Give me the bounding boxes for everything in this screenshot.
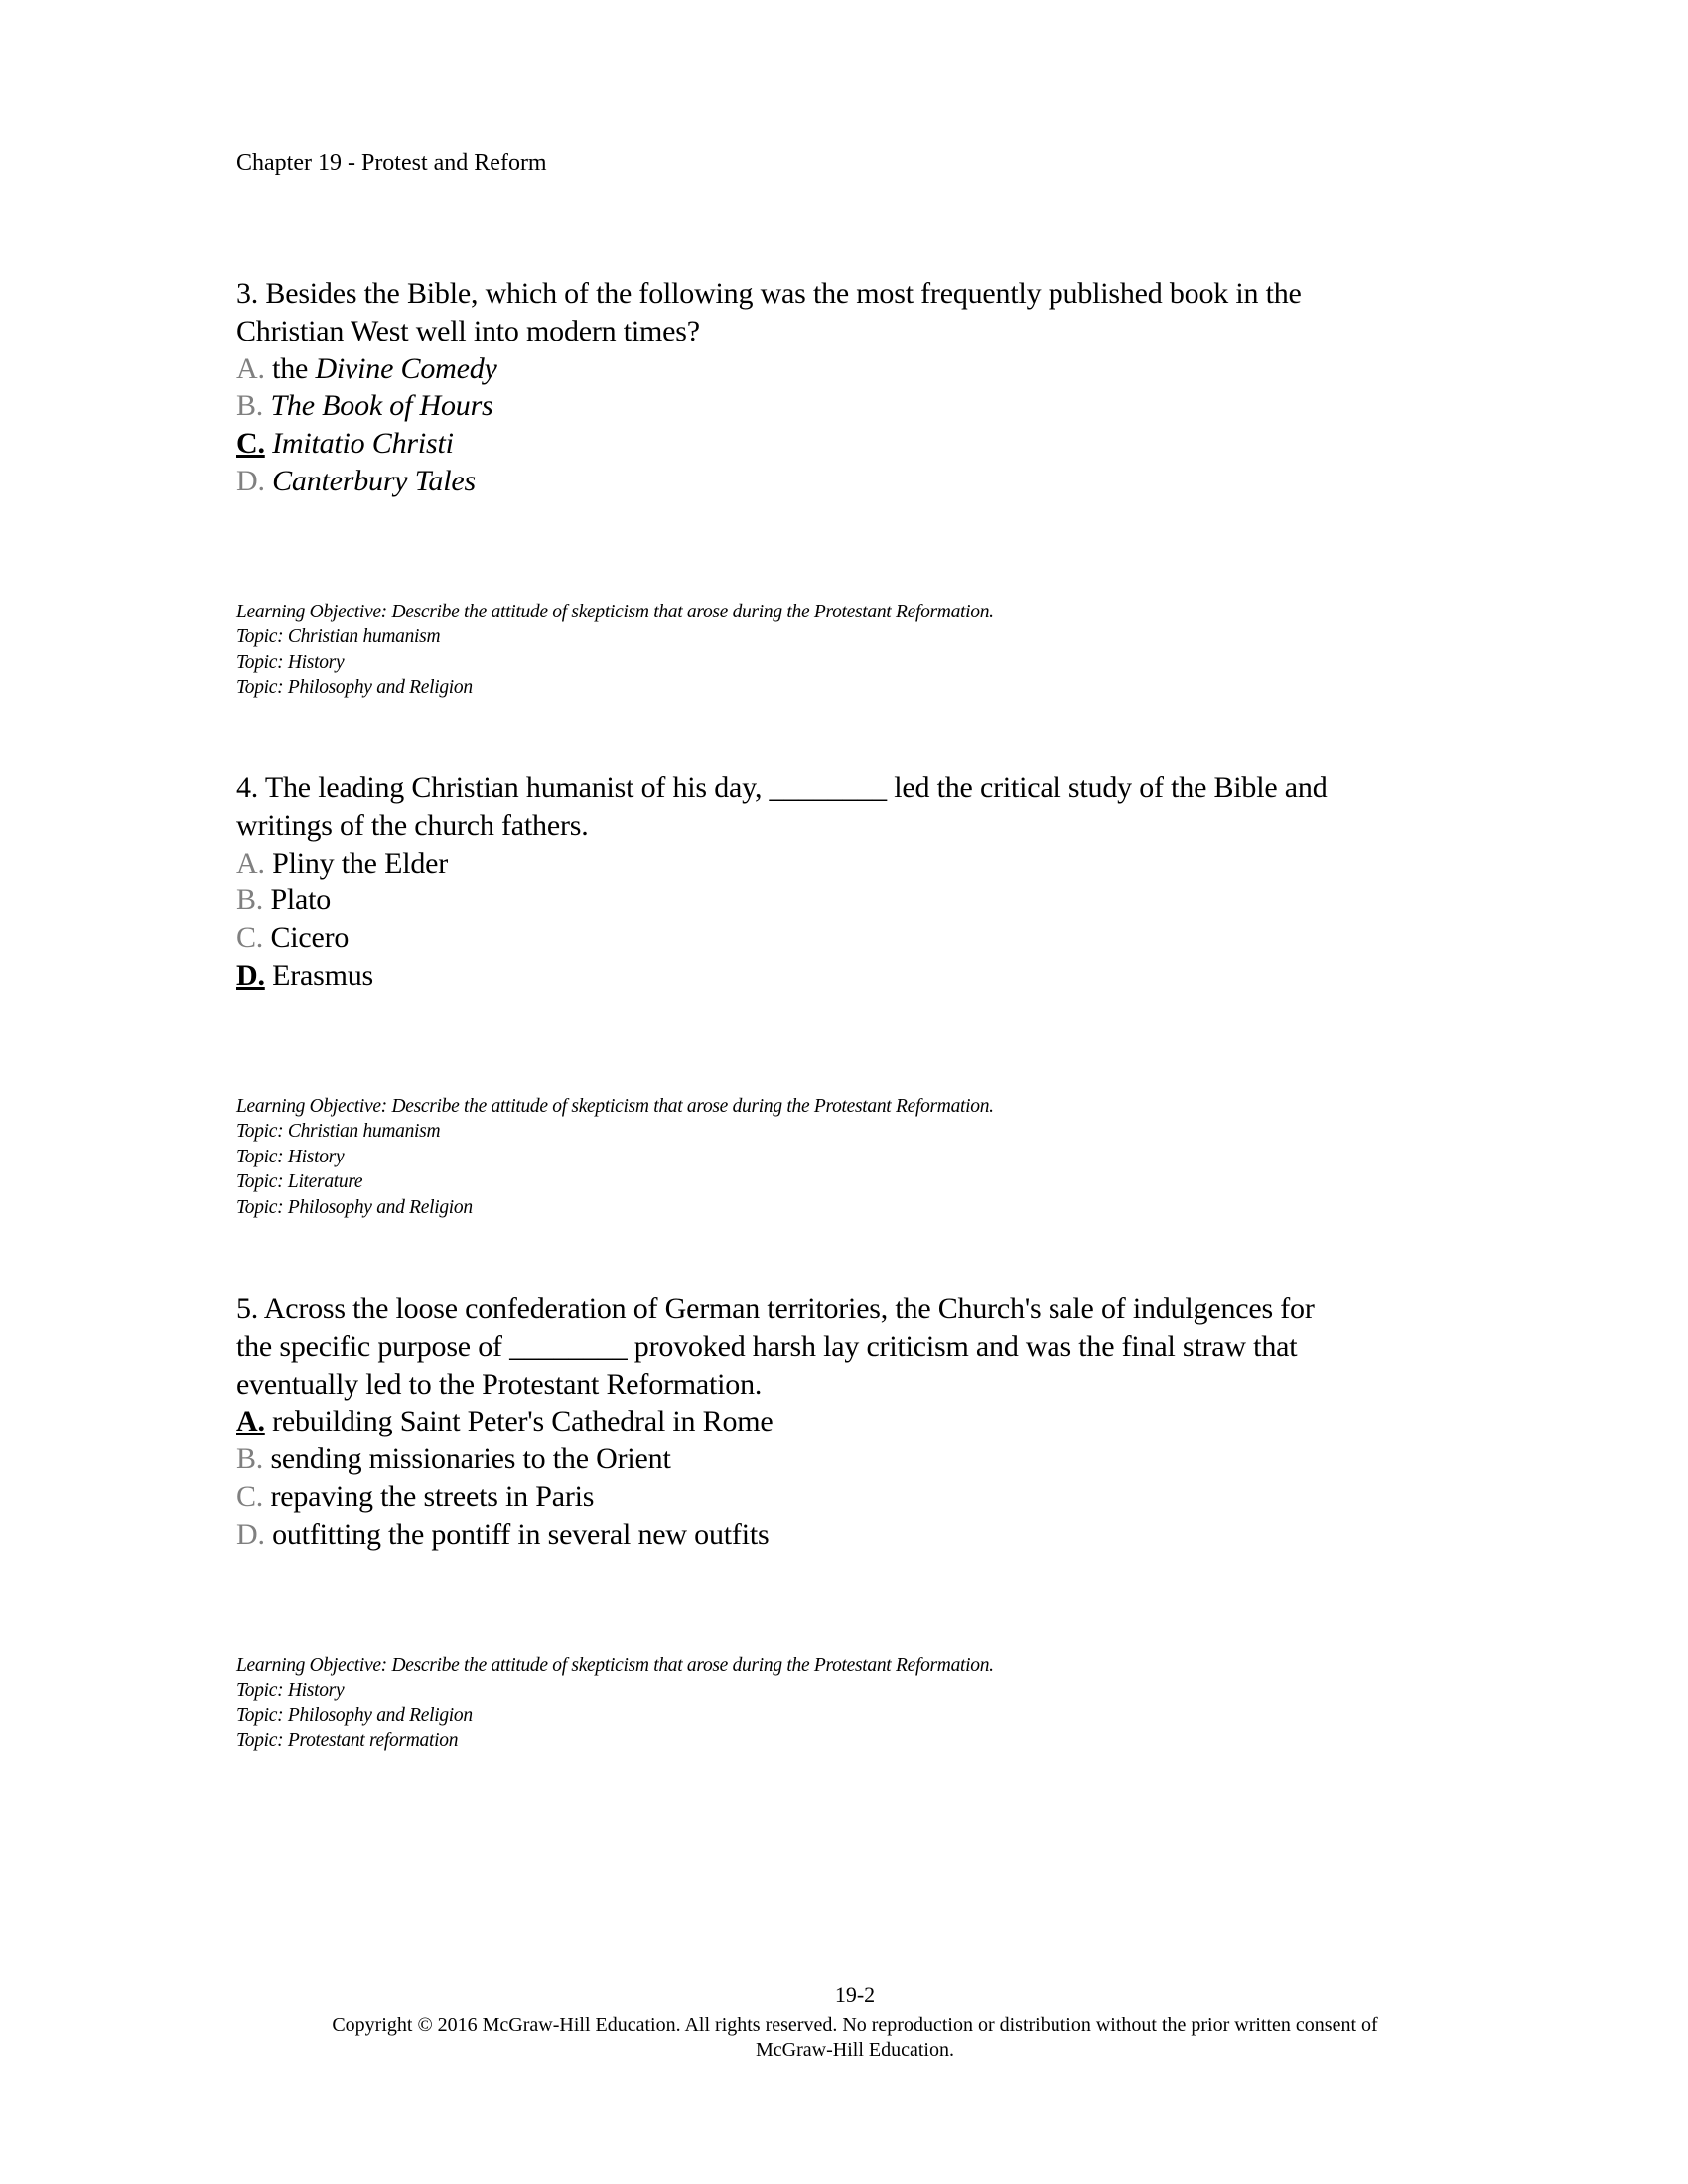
option-text: Cicero: [270, 921, 350, 955]
option-letter: A.: [236, 351, 265, 385]
option-letter: A.: [236, 846, 265, 880]
correct-answer-letter: D.: [236, 958, 265, 992]
topic-tag: Topic: Philosophy and Religion: [236, 1196, 473, 1218]
topic-tag: Topic: History: [236, 1146, 345, 1167]
option-letter: C.: [236, 1479, 264, 1513]
answer-option: [236, 1403, 1487, 1440]
answer-option: [236, 387, 1487, 425]
option-prefix: the: [272, 351, 316, 385]
option-text: Imitatio Christi: [272, 427, 454, 461]
answer-option: [236, 350, 1487, 388]
question-stem-line: writings of the church fathers.: [236, 808, 589, 842]
topic-tag: Topic: History: [236, 1680, 345, 1702]
option-text: Plato: [270, 884, 332, 917]
answer-option: [236, 1440, 1487, 1478]
answer-option: [236, 1478, 1487, 1516]
learning-objective: Learning Objective: Describe the attitude of skepticism that arose during the Protestant Reformation.: [236, 1655, 994, 1676]
correct-answer-letter: C.: [236, 427, 265, 461]
chapter-header: Chapter 19 - Protest and Reform: [236, 150, 547, 176]
page-number: 19-2: [834, 1982, 876, 2007]
topic-tag: Topic: Philosophy and Religion: [236, 1705, 473, 1726]
topic-tag: Topic: History: [236, 651, 345, 673]
topic-tag: Topic: Christian humanism: [236, 1121, 441, 1143]
question-stem-line: 3. Besides the Bible, which of the following was the most frequently published book in the: [236, 277, 1302, 310]
answer-option: [236, 957, 1487, 995]
option-text: repaving the streets in Paris: [270, 1479, 595, 1513]
topic-tag: Topic: Protestant reformation: [236, 1730, 459, 1752]
question-stem-line: the specific purpose of ________ provoked harsh lay criticism and was the final straw that: [236, 1329, 1298, 1363]
question-3-metadata: [236, 600, 994, 701]
question-3: [236, 275, 1487, 500]
question-stem-line: 4. The leading Christian humanist of his day, ________ led the critical study of the Bible and: [236, 771, 1328, 804]
topic-tag: Topic: Christian humanism: [236, 626, 441, 648]
answer-option: [236, 845, 1487, 883]
question-5: [236, 1291, 1487, 1554]
option-text: sending missionaries to the Orient: [270, 1442, 671, 1476]
answer-option: [236, 425, 1487, 463]
answer-option: [236, 1516, 1487, 1554]
question-stem-line: Christian West well into modern times?: [236, 314, 700, 347]
question-stem-line: 5. Across the loose confederation of German territories, the Church's sale of indulgences for: [236, 1293, 1315, 1325]
question-5-metadata: [236, 1653, 994, 1754]
correct-answer-letter: A.: [236, 1405, 265, 1438]
answer-option: [236, 882, 1487, 919]
option-text: outfitting the pontiff in several new outfits: [272, 1517, 770, 1551]
answer-option: [236, 919, 1487, 957]
question-4: [236, 769, 1487, 995]
question-4-metadata: [236, 1094, 994, 1220]
option-letter: B.: [236, 1442, 264, 1476]
option-letter: D.: [236, 464, 265, 497]
option-text: rebuilding Saint Peter's Cathedral in Rome: [272, 1405, 774, 1438]
topic-tag: Topic: Philosophy and Religion: [236, 677, 473, 699]
answer-option: [236, 463, 1487, 500]
copyright-line-1: Copyright © 2016 McGraw-Hill Education. All rights reserved. No reproduction or distribution without the prior written consent of: [332, 2014, 1378, 2036]
question-stem-line: eventually led to the Protestant Reformation.: [236, 1367, 763, 1401]
option-letter: C.: [236, 921, 264, 955]
option-text: Pliny the Elder: [272, 846, 449, 880]
copyright-line-2: McGraw-Hill Education.: [756, 2039, 954, 2061]
option-letter: B.: [236, 389, 264, 423]
option-letter: D.: [236, 1517, 265, 1551]
topic-tag: Topic: Literature: [236, 1171, 363, 1193]
option-text: The Book of Hours: [270, 389, 493, 423]
learning-objective: Learning Objective: Describe the attitude of skepticism that arose during the Protestant Reformation.: [236, 602, 994, 622]
option-text: Divine Comedy: [315, 351, 497, 385]
option-text: Canterbury Tales: [272, 464, 476, 497]
learning-objective: Learning Objective: Describe the attitude of skepticism that arose during the Protestant Reformation.: [236, 1096, 994, 1117]
option-text: Erasmus: [272, 958, 373, 992]
option-letter: B.: [236, 884, 264, 917]
